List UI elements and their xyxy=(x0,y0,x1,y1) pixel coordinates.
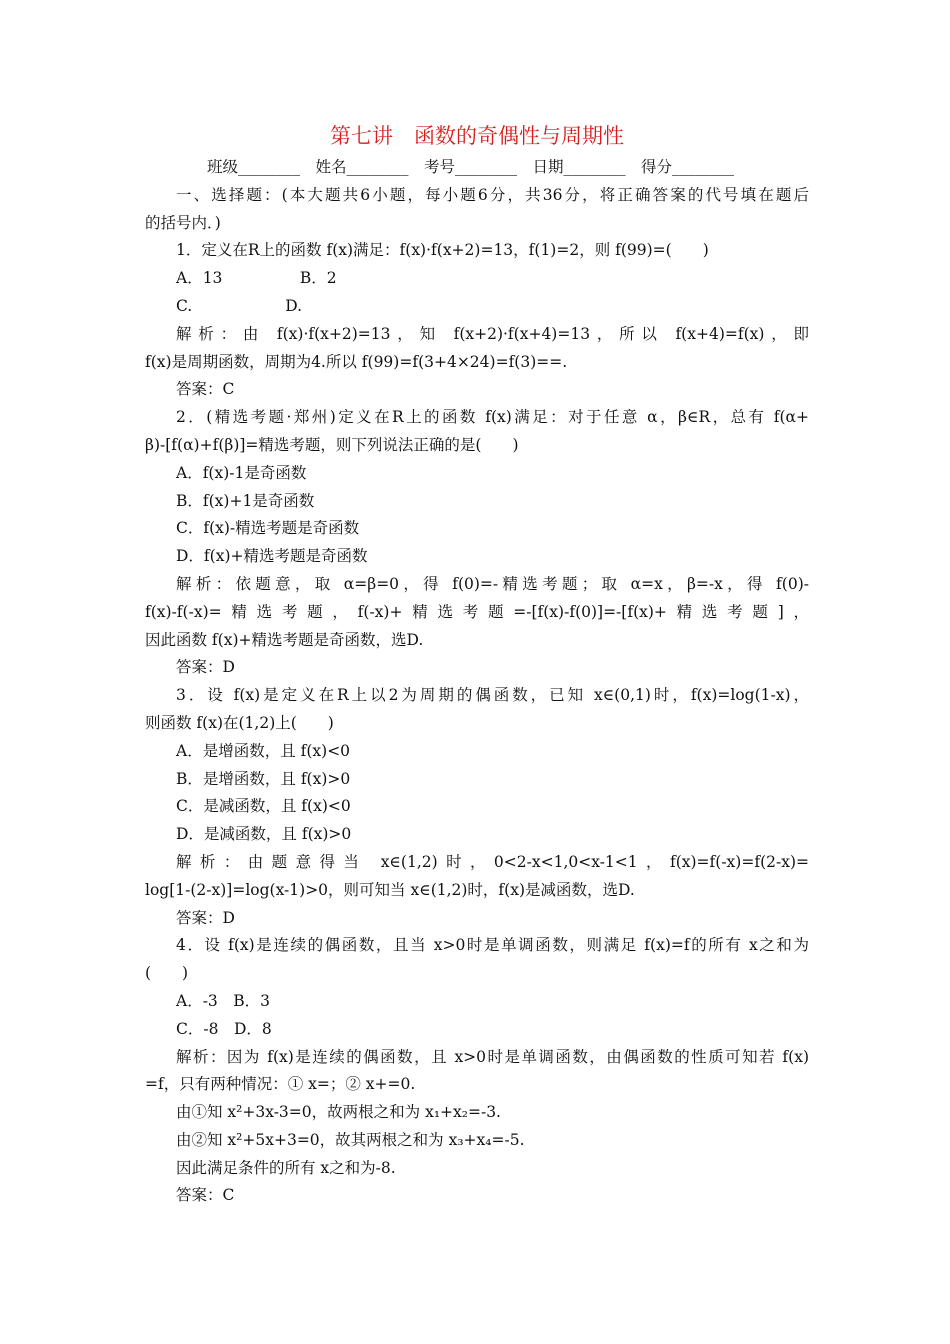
text-line: C．-8 D．8 xyxy=(176,1019,272,1038)
text-line: β)-[f(α)+f(β)]=精选考题，则下列说法正确的是( ) xyxy=(145,435,519,454)
text-line: 答案：C xyxy=(176,380,235,399)
page-title: 第七讲 函数的奇偶性与周期性 xyxy=(330,124,624,148)
text-line: C. D. xyxy=(176,296,303,315)
text-line: A．f(x)-1是奇函数 xyxy=(176,463,307,482)
text-line: log[1-(2-x)]=log(x-1)>0，则可知当 x∈(1,2)时，f(x)是减函数，选D. xyxy=(145,880,635,899)
text-line: 则函数 f(x)在(1,2)上( ) xyxy=(145,713,334,732)
text-line: D．f(x)+精选考题是奇函数 xyxy=(176,547,368,566)
text-line: 答案：C xyxy=(176,1186,235,1205)
text-line: ( ) xyxy=(145,964,189,983)
text-line: 因此满足条件的所有 x之和为-8. xyxy=(176,1158,396,1177)
text-line: C．是减函数，且 f(x)<0 xyxy=(176,797,351,816)
text-line: 解析：依题意，取 α=β=0，得 f(0)=-精选考题；取 α=x，β=-x，得 f(0)- xyxy=(176,574,809,593)
text-line: 的括号内．) xyxy=(145,213,221,232)
text-line: A．-3 B．3 xyxy=(176,991,271,1010)
text-line: 答案：D xyxy=(176,908,235,927)
text-line: f(x)是周期函数，周期为4.所以 f(99)=f(3+4×24)=f(3)==. xyxy=(145,352,568,371)
document-body xyxy=(145,182,809,1210)
text-line: f(x)-f(-x)=精选考题，f(-x)+精选考题=-[f(x)-f(0)]=-[f(x)+精选考题]， xyxy=(145,602,809,621)
document-page xyxy=(145,118,809,1210)
text-line: 因此函数 f(x)+精选考题是奇函数，选D. xyxy=(145,630,424,649)
text-line: 解析：因为 f(x)是连续的偶函数，且 x>0时是单调函数，由偶函数的性质可知若 f(x) xyxy=(176,1047,809,1066)
text-line: B．是增函数，且 f(x)>0 xyxy=(176,769,351,788)
student-info-line: 班级________ 姓名________ 考号________ 日期________ 得分________ xyxy=(207,158,735,176)
text-line: 1．定义在R上的函数 f(x)满足：f(x)·f(x+2)=13，f(1)=2，则 f(99)=( ) xyxy=(176,241,709,260)
text-line: A．13 B．2 xyxy=(176,269,337,288)
text-line: B．f(x)+1是奇函数 xyxy=(176,491,315,510)
text-line: 2．(精选考题·郑州)定义在R上的函数 f(x)满足：对于任意 α，β∈R，总有 f(α+ xyxy=(176,408,809,427)
text-line: 解析：由 f(x)·f(x+2)=13，知 f(x+2)·f(x+4)=13，所以 f(x+4)=f(x)，即 xyxy=(176,324,809,343)
text-line: 答案：D xyxy=(176,658,235,677)
text-line: 3．设 f(x)是定义在R上以2为周期的偶函数，已知 x∈(0,1)时，f(x)=log(1-x)， xyxy=(176,686,809,705)
text-line: 解析：由题意得当 x∈(1,2)时，0<2-x<1,0<x-1<1，f(x)=f(-x)=f(2-x)= xyxy=(176,852,809,871)
text-line: C．f(x)-精选考题是奇函数 xyxy=(176,519,360,538)
text-line: =f，只有两种情况：① x=；② x+=0. xyxy=(145,1075,416,1094)
text-line: D．是减函数，且 f(x)>0 xyxy=(176,825,352,844)
text-line: 由①知 x²+3x-3=0，故两根之和为 x₁+x₂=-3. xyxy=(176,1103,501,1122)
text-line: 由②知 x²+5x+3=0，故其两根之和为 x₃+x₄=-5. xyxy=(176,1130,525,1149)
text-line: 4．设 f(x)是连续的偶函数，且当 x>0时是单调函数，则满足 f(x)=f的所有 x之和为 xyxy=(176,936,809,955)
text-line: 一、选择题：(本大题共6小题，每小题6分，共36分，将正确答案的代号填在题后 xyxy=(176,185,809,204)
text-line: A．是增函数，且 f(x)<0 xyxy=(176,741,351,760)
